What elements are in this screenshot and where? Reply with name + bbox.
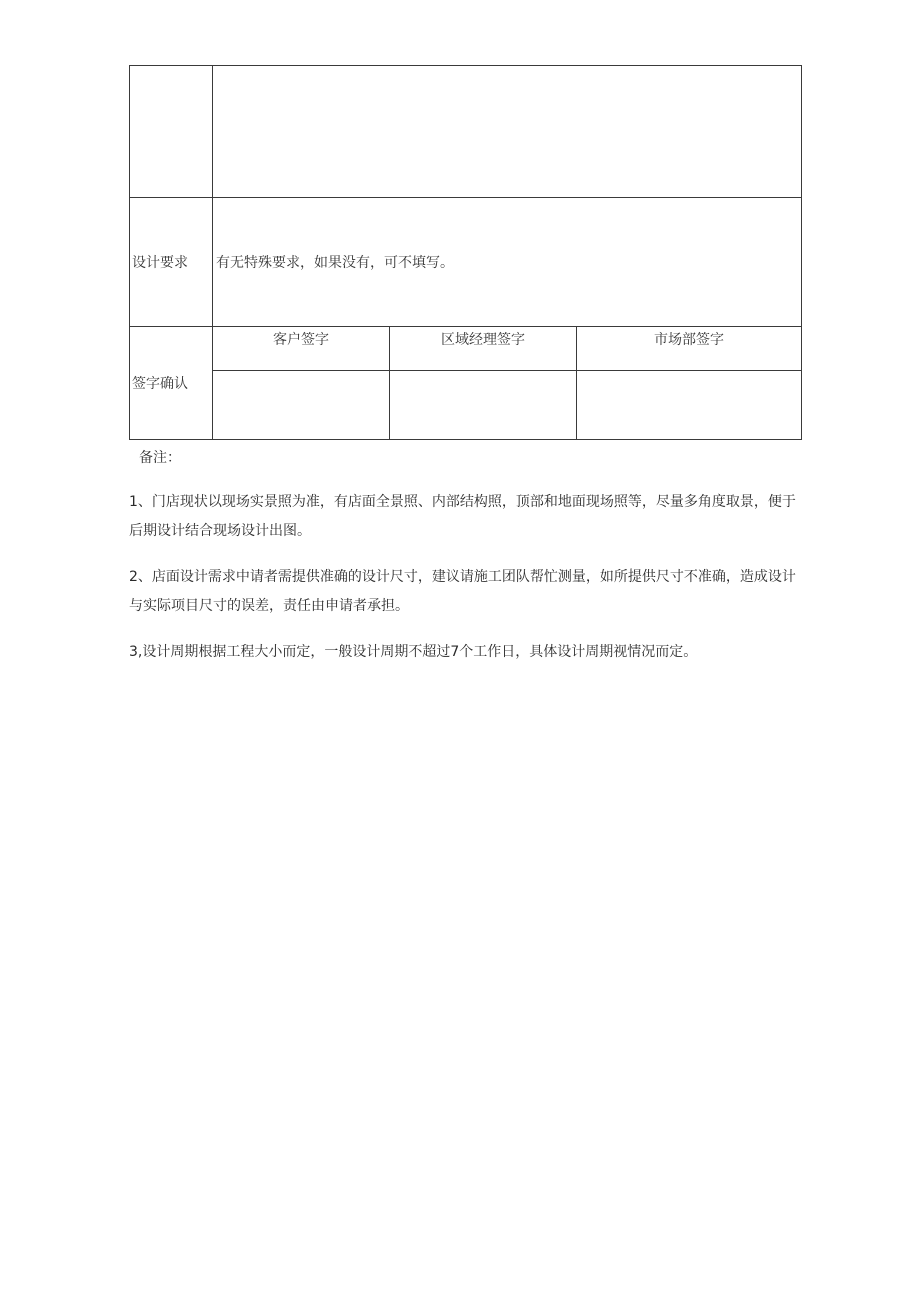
note-item-2: 2、店面设计需求中请者需提供准确的设计尺寸，建议请施工团队帮忙测量，如所提供尺寸不准确，造成设计与实际项目尺寸的误差，责任由申请者承担。: [129, 569, 796, 614]
signature-confirm-label: 签字确认: [130, 327, 213, 440]
regional-manager-signature-field[interactable]: [390, 371, 577, 440]
regional-manager-signature-header: 区域经理签字: [390, 327, 577, 371]
blank-label-cell: [130, 66, 213, 198]
design-requirements-content[interactable]: 有无特殊要求，如果没有，可不填写。: [213, 198, 802, 327]
notes-label: 备注：: [139, 450, 181, 466]
note-item-1: 1、门店现状以现场实景照为准，有店面全景照、内部结构照，顶部和地面现场照等，尽量多角度取景，便于后期设计结合现场设计出图。: [129, 494, 796, 539]
customer-signature-field[interactable]: [213, 371, 390, 440]
customer-signature-header: 客户签字: [213, 327, 390, 371]
marketing-dept-signature-field[interactable]: [577, 371, 802, 440]
marketing-dept-signature-header: 市场部签字: [577, 327, 802, 371]
blank-row: [130, 66, 802, 198]
design-requirements-label: 设计要求: [130, 198, 213, 327]
notes-section: [129, 448, 801, 684]
design-request-form-table: [129, 65, 802, 440]
signature-header-row: [130, 327, 802, 371]
blank-content-cell[interactable]: [213, 66, 802, 198]
design-requirements-row: [130, 198, 802, 327]
signature-input-row: [130, 371, 802, 440]
note-item-3: 3,设计周期根据工程大小而定，一般设计周期不超过7个工作日，具体设计周期视情况而定。: [129, 644, 698, 660]
